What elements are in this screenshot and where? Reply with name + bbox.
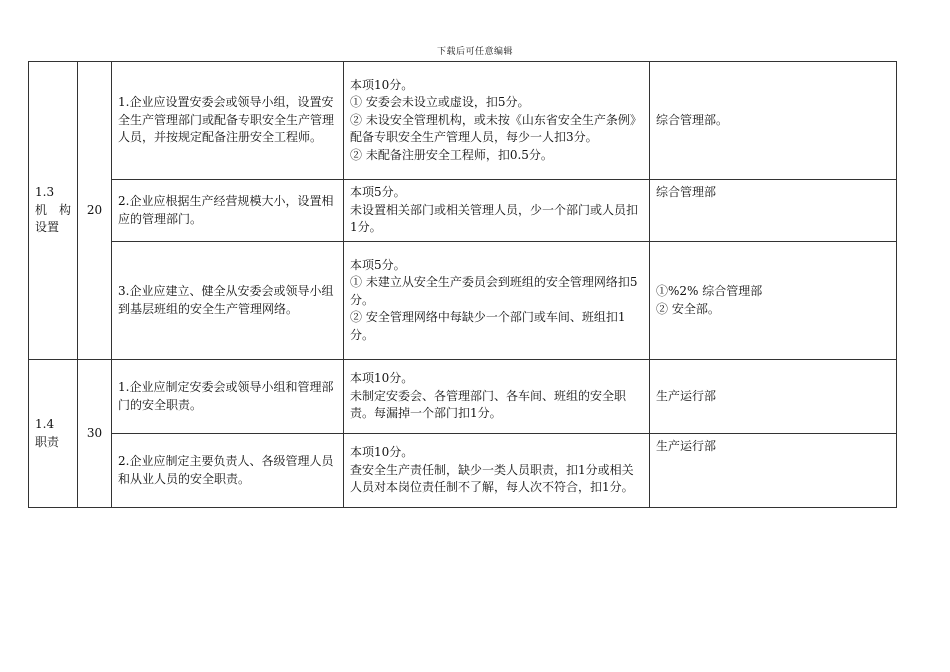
- table-row: [29, 360, 897, 434]
- scoring-method-cell: 本项10分。 未制定安委会、各管理部门、各车间、班组的安全职责。每漏掉一个部门扣1分。: [344, 360, 650, 434]
- table-row: [29, 180, 897, 242]
- page-header-note: 下载后可任意编辑: [436, 47, 513, 57]
- scoring-method-cell: 本项10分。 查安全生产责任制，缺少一类人员职责，扣1分或相关人员对本岗位责任制不了解，每人次不符合，扣1分。: [344, 434, 650, 508]
- scoring-method-cell: 本项5分。 ① 未建立从安全生产委员会到班组的安全管理网络扣5分。 ② 安全管理网络中每缺少一个部门或车间、班组扣1分。: [344, 242, 650, 360]
- item-code: 1.4: [35, 417, 55, 431]
- department-cell: 综合管理部: [650, 180, 897, 242]
- table-row: [29, 62, 897, 180]
- score-cell: 30: [78, 360, 112, 508]
- department-cell: 生产运行部: [650, 434, 897, 508]
- requirement-cell: 3.企业应建立、健全从安委会或领导小组到基层班组的安全生产管理网络。: [112, 242, 344, 360]
- score-cell: 20: [78, 62, 112, 360]
- requirement-cell: 1.企业应制定安委会或领导小组和管理部门的安全职责。: [112, 360, 344, 434]
- requirement-cell: 1.企业应设置安委会或领导小组，设置安全生产管理部门或配备专职安全生产管理人员，并按规定配备注册安全工程师。: [112, 62, 344, 180]
- item-cell: [29, 62, 78, 360]
- item-code: 1.3: [35, 185, 55, 200]
- scoring-method-cell: 本项5分。 未设置相关部门或相关管理人员，少一个部门或人员扣1分。: [344, 180, 650, 242]
- item-name: 机 构 设置: [35, 202, 72, 235]
- table-row: [29, 434, 897, 508]
- department-cell: ①%2% 综合管理部 ② 安全部。: [650, 242, 897, 360]
- safety-standard-table: [28, 61, 897, 508]
- requirement-cell: 2.企业应制定主要负责人、各级管理人员和从业人员的安全职责。: [112, 434, 344, 508]
- table-row: [29, 242, 897, 360]
- department-cell: 生产运行部: [650, 360, 897, 434]
- scoring-method-cell: 本项10分。 ① 安委会未设立或虚设，扣5分。 ② 未设安全管理机构，或未按《山东省安全生产条例》配备专职安全生产管理人员，每少一人扣3分。 ② 未配备注册安全工程师，扣0.5分。: [344, 62, 650, 180]
- department-cell: 综合管理部。: [650, 62, 897, 180]
- item-name: 职责: [35, 434, 60, 449]
- item-cell: [29, 360, 78, 508]
- requirement-cell: 2.企业应根据生产经营规模大小，设置相应的管理部门。: [112, 180, 344, 242]
